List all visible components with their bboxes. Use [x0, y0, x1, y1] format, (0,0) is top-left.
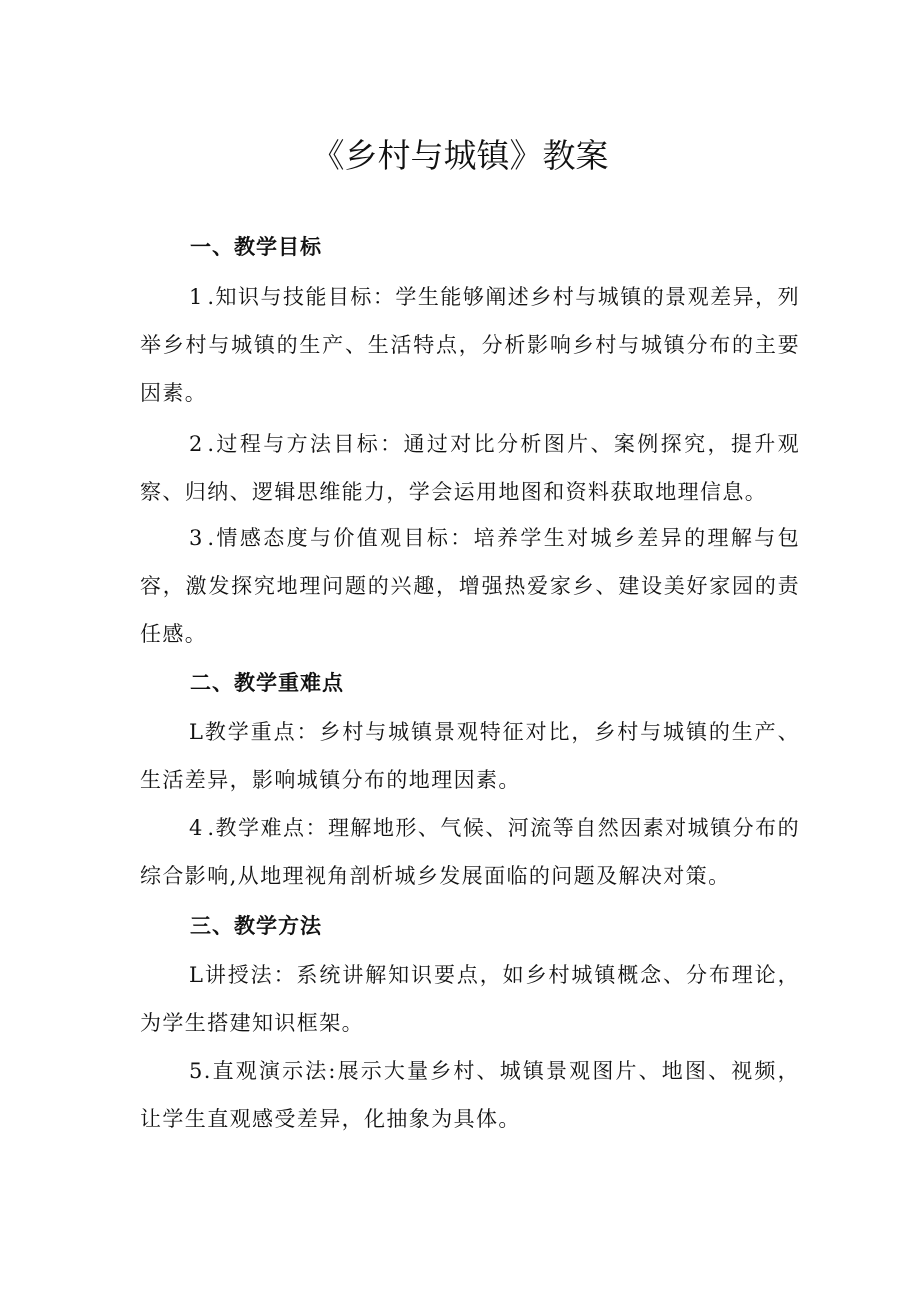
item-text: .知识与技能目标：学生能够阐述乡村与城镇的景观差异，列举乡村与城镇的生产、生活特点，分析影响乡村与城镇分布的主要因素。 [140, 285, 800, 405]
item-text: 讲授法：系统讲解知识要点，如乡村城镇概念、分布理论，为学生搭建知识框架。 [140, 963, 800, 1035]
item-text: .情感态度与价值观目标：培养学生对城乡差异的理解与包容，激发探究地理问题的兴趣，增强热爱家乡、建设美好家园的责任感。 [140, 526, 800, 646]
item-number: L [189, 720, 205, 744]
difficulty-item [140, 804, 800, 900]
objective-item-3 [140, 514, 800, 658]
section-heading-key-points: 二、教学重难点 [190, 671, 344, 695]
item-number: 1 [189, 285, 208, 309]
objective-item-1 [140, 273, 800, 417]
section-heading-methods: 三、教学方法 [190, 914, 322, 938]
item-text: .过程与方法目标：通过对比分析图片、案例探究，提升观察、归纳、逻辑思维能力，学会运用地图和资料获取地理信息。 [140, 432, 800, 504]
key-point-item [140, 708, 800, 804]
item-text: 直观演示法:展示大量乡村、城镇景观图片、地图、视频，让学生直观感受差异，化抽象为具体。 [140, 1059, 800, 1131]
document-title: 《乡村与城镇》教案 [311, 136, 609, 175]
method-item-demonstration [140, 1047, 800, 1143]
section-heading-objectives: 一、教学目标 [190, 235, 322, 259]
item-number: 5. [189, 1059, 212, 1083]
item-number: 4 [189, 816, 208, 840]
item-number: 2 [189, 432, 208, 456]
objective-item-2 [140, 420, 800, 516]
item-text: .教学难点：理解地形、气候、河流等自然因素对城镇分布的综合影响,从地理视角剖析城乡发展面临的问题及解决对策。 [140, 816, 800, 888]
item-number: 3 [189, 526, 208, 550]
method-item-lecture [140, 951, 800, 1047]
item-number: L [189, 963, 205, 987]
item-text: 教学重点：乡村与城镇景观特征对比，乡村与城镇的生产、生活差异，影响城镇分布的地理因素。 [140, 720, 800, 792]
